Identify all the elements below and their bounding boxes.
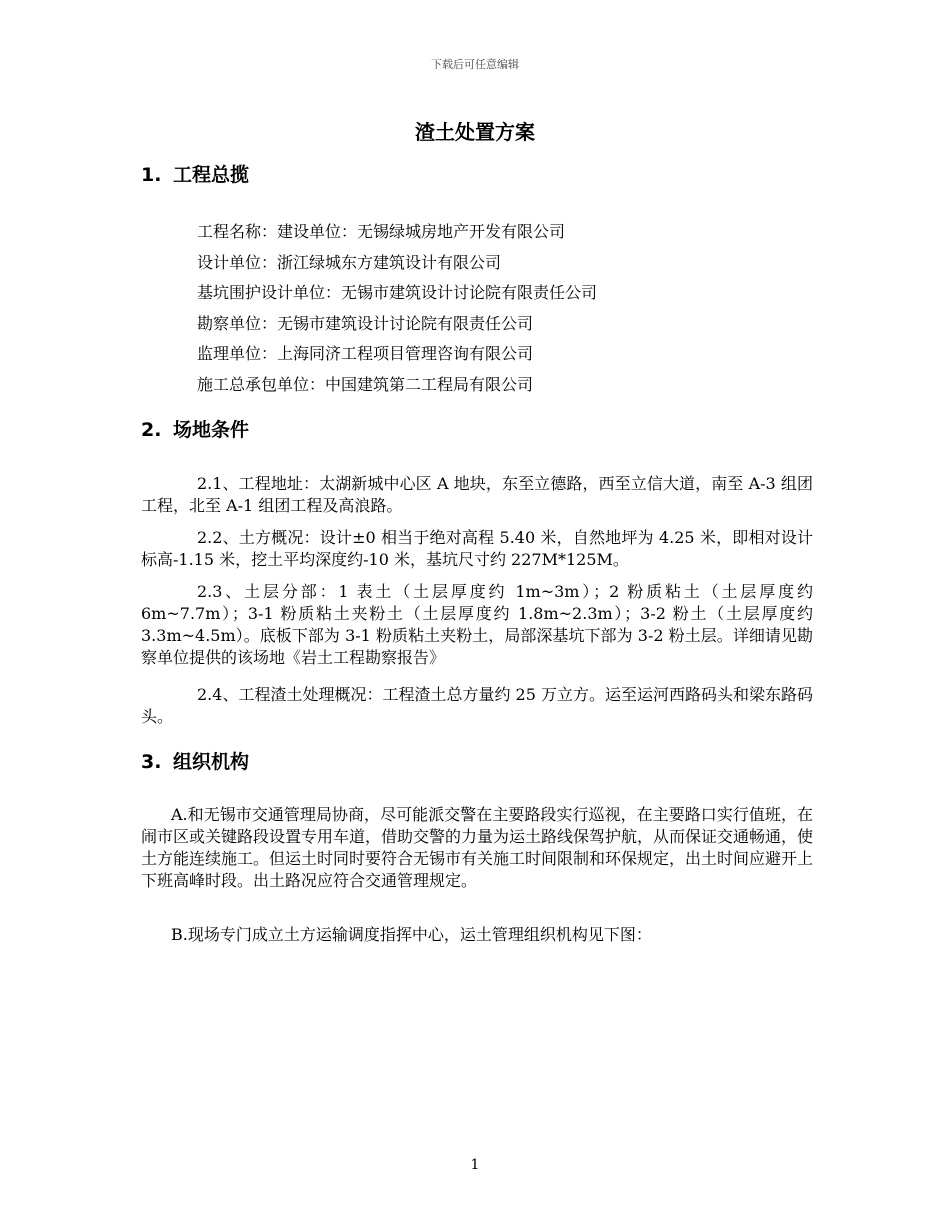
section-title: 组织机构 [173, 751, 250, 773]
section-heading-overview [141, 160, 249, 187]
document-title: 渣土处置方案 [415, 120, 535, 144]
paragraph-dispatch-center: B.现场专门成立土方运输调度指挥中心，运土管理组织机构见下图： [171, 925, 652, 944]
paragraph-muck-disposal: 2.4、工程渣土处理概况：工程渣土总方量约 25 万立方。运至运河西路码头和梁东路码头。 [141, 685, 813, 726]
project-info-list [197, 217, 597, 401]
list-item: 设计单位：浙江绿城东方建筑设计有限公司 [197, 252, 502, 272]
section-title: 场地条件 [173, 419, 250, 441]
list-item: 基坑围护设计单位：无锡市建筑设计讨论院有限责任公司 [197, 283, 598, 303]
paragraph-address: 2.1、工程地址：太湖新城中心区 A 地块，东至立德路，西至立信大道，南至 A-3 组团工程，北至 A-1 组团工程及高浪路。 [141, 474, 813, 515]
list-item: 勘察单位：无锡市建筑设计讨论院有限责任公司 [197, 313, 534, 333]
section-title: 工程总揽 [173, 164, 250, 186]
section-heading-organization [141, 747, 249, 774]
paragraph-soil-layers: 2.3、土层分部：1 表土（土层厚度约 1m~3m）；2 粉质粘土（土层厚度约 6m~7.7m）；3-1 粉质粘土夹粉土（土层厚度约 1.8m~2.3m）；3-2 粉土（土层厚度约 3.3m~4.5m）。底板下部为 3-1 粉质粘土夹粉土，局部深基坑下部为 3-2 粉土层。详细请见勘察单位提供的该场地《岩土工程勘察报告》 [141, 582, 813, 667]
list-item: 监理单位：上海同济工程项目管理咨询有限公司 [197, 344, 534, 364]
page-number: 1 [470, 1157, 480, 1173]
section-number: 1. [141, 164, 162, 186]
list-item: 工程名称：建设单位：无锡绿城房地产开发有限公司 [197, 222, 566, 241]
list-item: 施工总承包单位：中国建筑第二工程局有限公司 [197, 374, 534, 394]
paragraph-earthwork: 2.2、土方概况：设计±0 相当于绝对高程 5.40 米，自然地坪为 4.25 米，即相对设计标高-1.15 米，挖土平均深度约-10 米，基坑尺寸约 227M*125M。 [141, 528, 813, 569]
section-number: 2. [141, 419, 162, 441]
section-number: 3. [141, 751, 162, 773]
section-heading-site-conditions [141, 415, 249, 442]
page-header-note: 下载后可任意编辑 [431, 58, 519, 71]
paragraph-traffic-coordination: A.和无锡市交通管理局协商，尽可能派交警在主要路段实行巡视，在主要路口实行值班，在闹市区或关键路段设置专用车道，借助交警的力量为运土路线保驾护航，从而保证交通畅通，使土方能连续施工。但运土时同时要符合无锡市有关施工时间限制和环保规定，出土时间应避开上下班高峰时段。出土路况应符合交通管理规定。 [141, 805, 814, 890]
